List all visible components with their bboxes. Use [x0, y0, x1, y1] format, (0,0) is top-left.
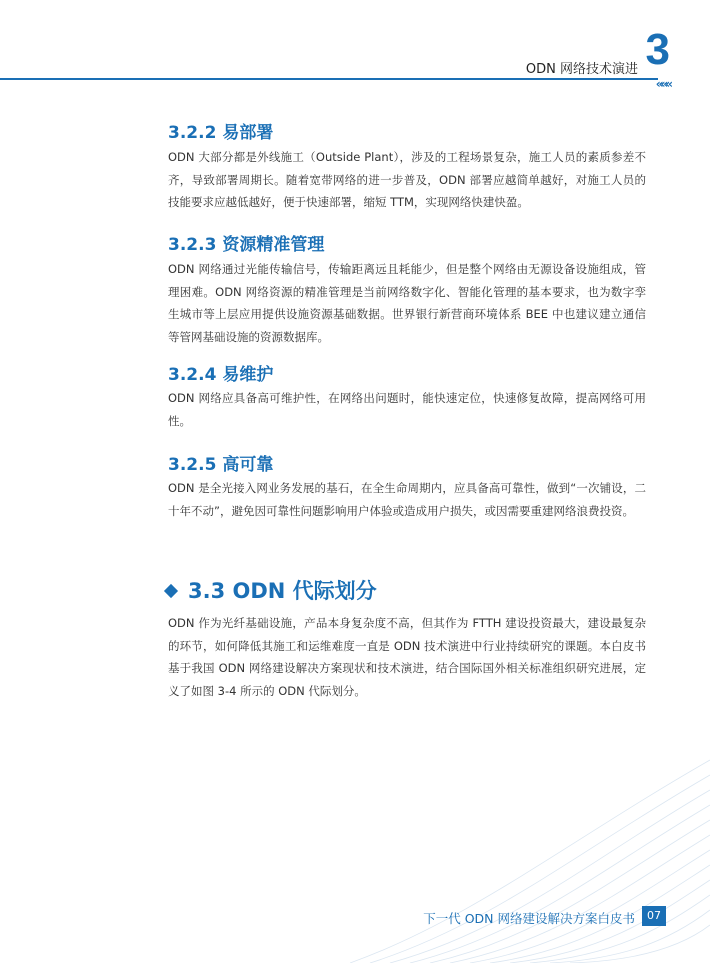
section-heading-3-2-3: 3.2.3 资源精准管理	[168, 235, 325, 255]
chevron-left-icon: «««	[655, 77, 670, 91]
header-divider	[0, 78, 658, 80]
section-heading-3-2-2: 3.2.2 易部署	[168, 123, 274, 143]
section-paragraph-3-2-5: ODN 是全光接入网业务发展的基石，在全生命周期内，应具备高可靠性，做到“一次铺设，二十年不动”，避免因可靠性问题影响用户体验或造成用户损失，或因需要重建网络浪费投资。	[168, 481, 646, 518]
section-heading-3-2-4: 3.2.4 易维护	[168, 365, 274, 385]
major-section-paragraph: ODN 作为光纤基础设施，产品本身复杂度不高，但其作为 FTTH 建设投资最大，建设最复杂的环节，如何降低其施工和运维难度一直是 ODN 技术演进中行业持续研究的课题。本白皮书基于我国 ODN 网络建设解决方案现状和技术演进，结合国际国外相关标准组织研究进展，定义了如图 3-4 所示的 ODN 代际划分。	[168, 616, 646, 698]
major-section-title: 3.3 ODN 代际划分	[188, 579, 377, 603]
section-paragraph-3-2-3: ODN 网络通过光能传输信号，传输距离远且耗能少，但是整个网络由无源设备设施组成，管理困难。ODN 网络资源的精准管理是当前网络数字化、智能化管理的基本要求，也为数字孪生城市等上层应用提供设施资源基础数据。世界银行新营商环境体系 BEE 中也建议建立通信等管网基础设施的资源数据库。	[168, 262, 646, 344]
section-paragraph-3-2-2: ODN 大部分都是外线施工（Outside Plant），涉及的工程场景复杂，施工人员的素质参差不齐，导致部署周期长。随着宽带网络的进一步普及，ODN 部署应越简单越好，对施工人员的技能要求应越低越好，便于快速部署，缩短 TTM，实现网络快建快盈。	[168, 150, 646, 209]
page-number: 07	[642, 906, 666, 926]
header-title: ODN 网络技术演进	[525, 62, 638, 77]
section-heading-3-2-5: 3.2.5 高可靠	[168, 455, 274, 475]
footer-title: 下一代 ODN 网络建设解决方案白皮书	[423, 911, 635, 926]
section-paragraph-3-2-4: ODN 网络应具备高可维护性，在网络出问题时，能快速定位，快速修复故障，提高网络可用性。	[168, 391, 646, 428]
major-section-heading	[166, 575, 377, 605]
diamond-bullet-icon	[164, 584, 178, 598]
chapter-number: 3	[645, 25, 670, 74]
